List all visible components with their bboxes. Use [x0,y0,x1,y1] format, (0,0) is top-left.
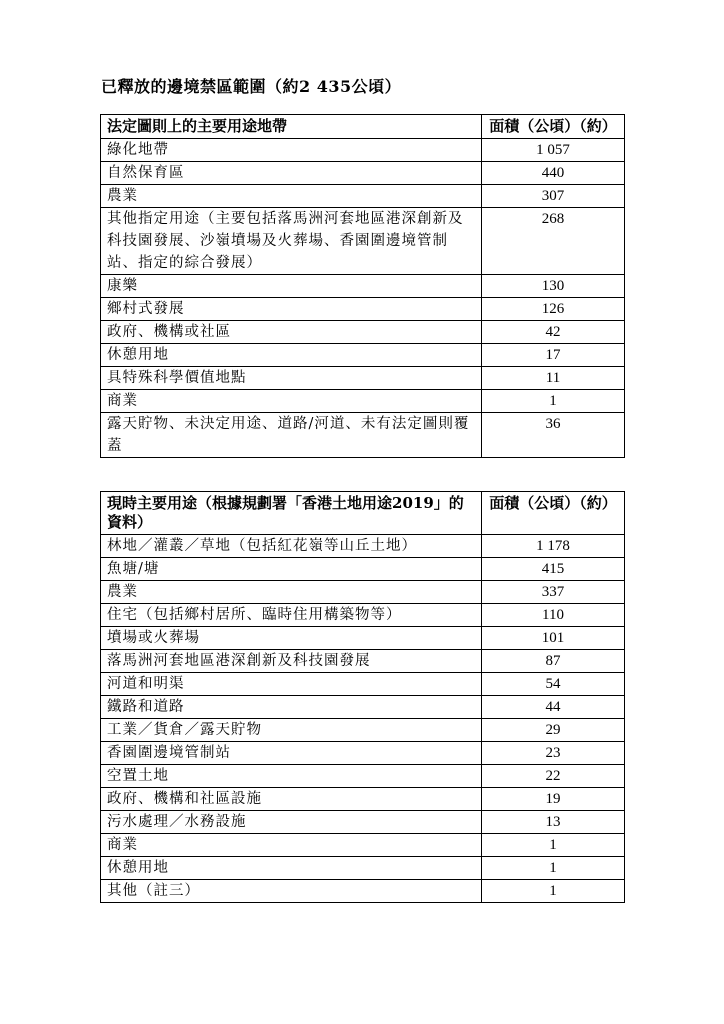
table-header-row [101,115,625,139]
zoning-table [100,114,625,458]
use-cell: 林地／灌叢／草地（包括紅花嶺等山丘土地） [101,535,482,558]
use-cell: 露天貯物、未決定用途、道路/河道、未有法定圖則覆蓋 [101,413,482,458]
area-cell: 126 [482,298,625,321]
header-area: 面積（公頃）（約） [482,492,625,535]
use-cell: 農業 [101,185,482,208]
use-cell: 其他指定用途（主要包括落馬洲河套地區港深創新及科技園發展、沙嶺墳場及火葬場、香園圍邊境管制站、指定的綜合發展） [101,208,482,275]
use-cell: 工業／貨倉／露天貯物 [101,719,482,742]
table-row [101,535,625,558]
use-cell: 康樂 [101,275,482,298]
area-cell: 23 [482,742,625,765]
table-row [101,834,625,857]
area-cell: 1 [482,857,625,880]
table-row [101,413,625,458]
table-row [101,696,625,719]
table-row [101,208,625,275]
area-cell: 1 057 [482,139,625,162]
use-cell: 休憩用地 [101,857,482,880]
area-cell: 415 [482,558,625,581]
table-row [101,558,625,581]
area-cell: 268 [482,208,625,275]
area-cell: 54 [482,673,625,696]
use-cell: 鄉村式發展 [101,298,482,321]
table-row [101,367,625,390]
table-row [101,719,625,742]
area-cell: 17 [482,344,625,367]
document-title: 已釋放的邊境禁區範圍（約2 435公頃） [101,77,402,96]
use-cell: 香園圍邊境管制站 [101,742,482,765]
use-cell: 政府、機構和社區設施 [101,788,482,811]
use-cell: 污水處理／水務設施 [101,811,482,834]
table-row [101,742,625,765]
use-cell: 空置土地 [101,765,482,788]
table-header-row [101,492,625,535]
area-cell: 130 [482,275,625,298]
table-row [101,321,625,344]
area-cell: 11 [482,367,625,390]
table-row [101,344,625,367]
use-cell: 政府、機構或社區 [101,321,482,344]
table-row [101,627,625,650]
area-cell: 1 178 [482,535,625,558]
table-row [101,162,625,185]
table-row [101,185,625,208]
use-cell: 魚塘/塘 [101,558,482,581]
area-cell: 1 [482,834,625,857]
use-cell: 商業 [101,390,482,413]
table-row [101,765,625,788]
area-cell: 13 [482,811,625,834]
area-cell: 337 [482,581,625,604]
header-use: 法定圖則上的主要用途地帶 [101,115,482,139]
use-cell: 住宅（包括鄉村居所、臨時住用構築物等） [101,604,482,627]
use-cell: 鐵路和道路 [101,696,482,719]
table-row [101,390,625,413]
area-cell: 307 [482,185,625,208]
table-row [101,650,625,673]
area-cell: 1 [482,390,625,413]
use-cell: 綠化地帶 [101,139,482,162]
table-row [101,788,625,811]
use-cell: 自然保育區 [101,162,482,185]
use-cell: 農業 [101,581,482,604]
header-area: 面積（公頃）（約） [482,115,625,139]
table-row [101,604,625,627]
table-row [101,673,625,696]
area-cell: 42 [482,321,625,344]
table-row [101,880,625,903]
area-cell: 101 [482,627,625,650]
use-cell: 墳場或火葬場 [101,627,482,650]
table-row [101,139,625,162]
area-cell: 87 [482,650,625,673]
use-cell: 落馬洲河套地區港深創新及科技園發展 [101,650,482,673]
table-row [101,857,625,880]
area-cell: 44 [482,696,625,719]
area-cell: 22 [482,765,625,788]
use-cell: 河道和明渠 [101,673,482,696]
table-row [101,811,625,834]
table-row [101,298,625,321]
use-cell: 具特殊科學價值地點 [101,367,482,390]
area-cell: 29 [482,719,625,742]
table-row [101,581,625,604]
area-cell: 110 [482,604,625,627]
use-cell: 休憩用地 [101,344,482,367]
current-use-table [100,491,625,903]
area-cell: 440 [482,162,625,185]
table-row [101,275,625,298]
use-cell: 商業 [101,834,482,857]
area-cell: 36 [482,413,625,458]
header-use: 現時主要用途（根據規劃署「香港土地用途2019」的資料） [101,492,482,535]
area-cell: 1 [482,880,625,903]
area-cell: 19 [482,788,625,811]
use-cell: 其他（註三） [101,880,482,903]
